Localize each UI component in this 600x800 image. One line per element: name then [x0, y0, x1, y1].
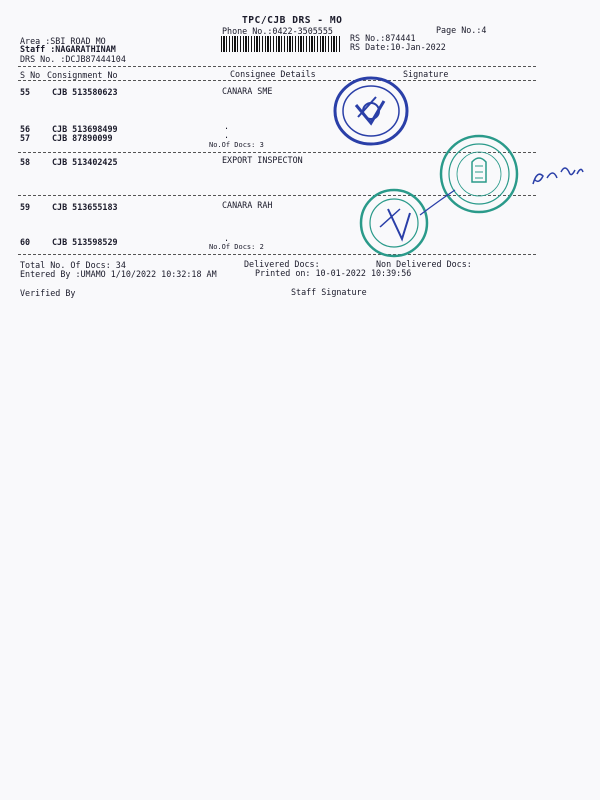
page-number: Page No.:4: [436, 25, 487, 35]
entered-by: Entered By :UMAMO 1/10/2022 10:32:18 AM: [20, 269, 217, 279]
row-consignee: .: [224, 121, 230, 131]
group-doc-count: No.Of Docs: 2: [209, 243, 264, 251]
row-consignment: CJB 513698499: [52, 124, 118, 134]
delivered-docs: Delivered Docs:: [244, 259, 320, 269]
row-sno: 59: [20, 202, 31, 212]
column-signature: Signature: [403, 69, 449, 79]
row-consignment: CJB 513580623: [52, 87, 118, 97]
total-docs: Total No. Of Docs: 34: [20, 260, 126, 270]
divider: [18, 80, 536, 81]
divider: [18, 66, 536, 67]
row-sno: 60: [20, 237, 31, 247]
row-sno: 57: [20, 133, 31, 143]
printed-on: Printed on: 10-01-2022 10:39:56: [255, 268, 412, 278]
row-consignment: CJB 513655183: [52, 202, 118, 212]
row-consignee: .: [224, 233, 230, 243]
area-label: Area :SBI ROAD MO: [20, 36, 106, 46]
group-doc-count: No.Of Docs: 3: [209, 141, 264, 149]
phone-number: Phone No.:0422-3505555: [222, 26, 333, 36]
row-consignment: CJB 513598529: [52, 237, 118, 247]
row-consignee: EXPORT INSPECTON: [222, 155, 303, 165]
staff-label: Staff :NAGARATHINAM: [20, 44, 116, 54]
row-consignee: CANARA SME: [222, 86, 273, 96]
canara-bank-stamp-icon: [326, 75, 420, 147]
divider: [18, 254, 536, 255]
row-consignment: CJB 513402425: [52, 157, 118, 167]
verified-by: Verified By: [20, 288, 76, 298]
row-consignment: CJB 87890099: [52, 133, 113, 143]
row-sno: 56: [20, 124, 31, 134]
sheet-title: TPC/CJB DRS - MO: [242, 15, 343, 26]
drs-number: DRS No. :DCJB87444104: [20, 54, 126, 64]
handwritten-signature-icon: [415, 150, 585, 220]
barcode-icon: [221, 36, 340, 52]
staff-signature: Staff Signature: [291, 287, 367, 297]
row-sno: 55: [20, 87, 31, 97]
non-delivered-docs: Non Delivered Docs:: [376, 259, 472, 269]
rs-number: RS No.:874441: [350, 33, 416, 43]
column-sno: S No: [20, 70, 41, 80]
row-sno: 58: [20, 157, 31, 167]
rs-date: RS Date:10-Jan-2022: [350, 42, 446, 52]
row-consignee: CANARA RAH: [222, 200, 273, 210]
column-consignee: Consignee Details: [230, 69, 316, 79]
column-consignment: Consignment No: [47, 70, 118, 80]
row-consignee: .: [224, 130, 230, 140]
